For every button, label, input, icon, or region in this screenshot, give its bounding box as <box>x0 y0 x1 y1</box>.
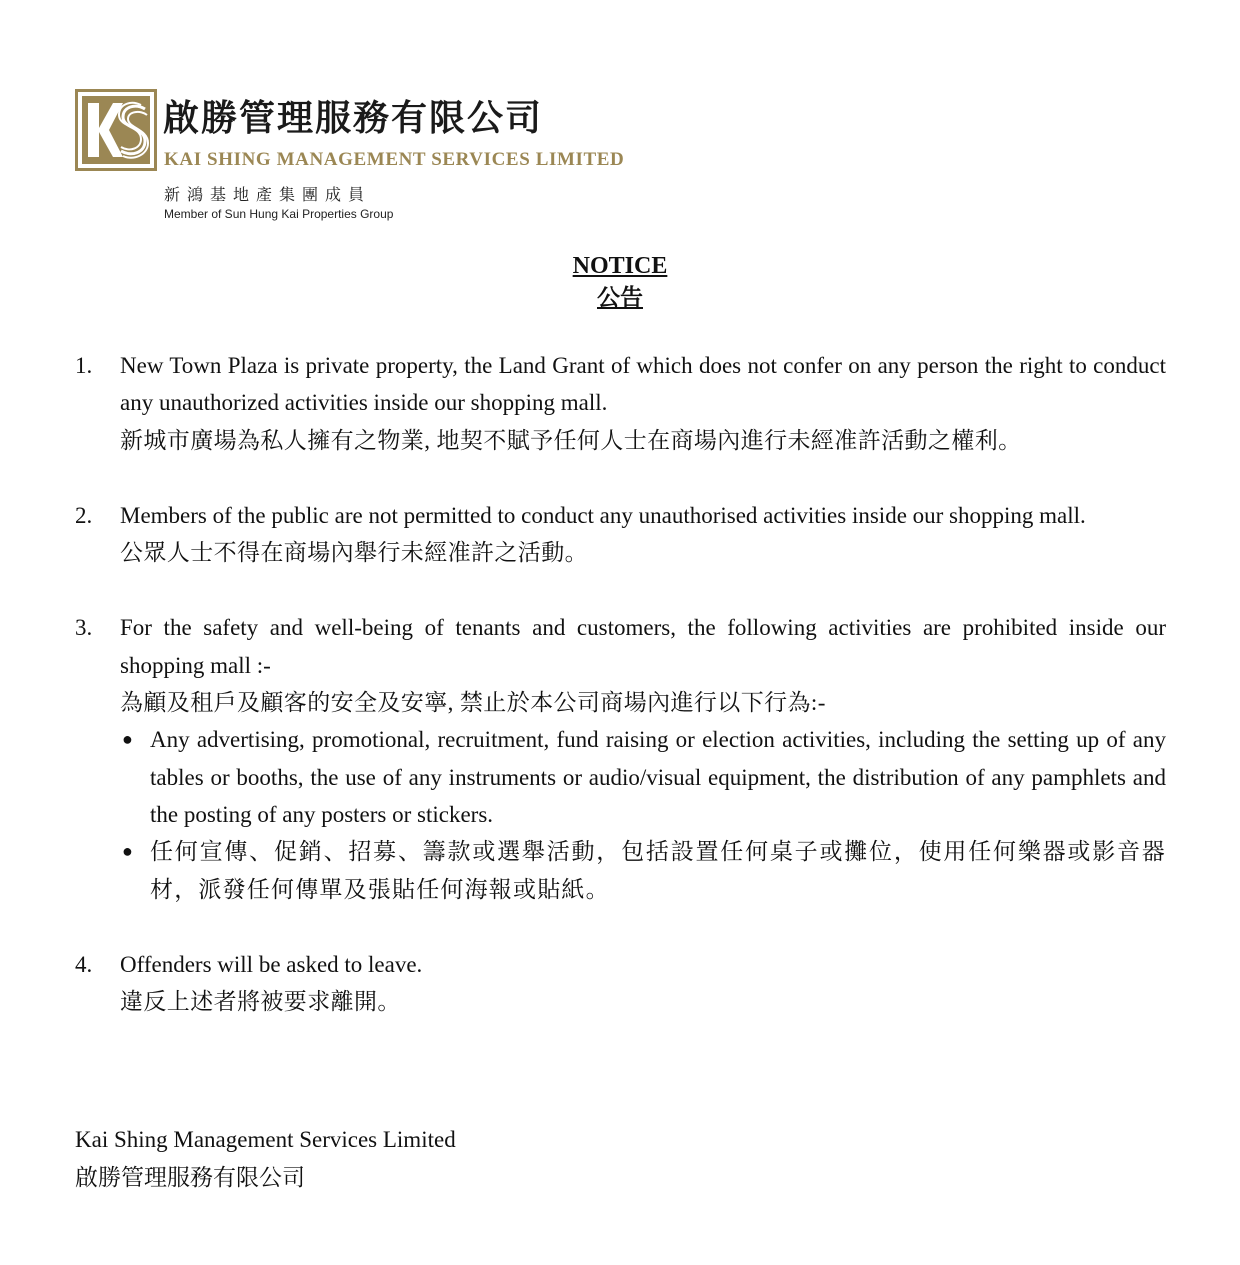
member-group-en: Member of Sun Hung Kai Properties Group <box>164 207 394 221</box>
item-text-zh: 為顧及租戶及顧客的安全及安寧, 禁止於本公司商場內進行以下行為:- <box>120 690 826 716</box>
member-group-zh: 新鴻基地產集團成員 <box>164 185 372 204</box>
bullet-text-zh: 任何宣傳、促銷、招募、籌款或選舉活動，包括設置任何桌子或攤位，使用任何樂器或影音器材，派發任何傳單及張貼任何海報或貼紙。 <box>150 839 1166 902</box>
item-number: 4. <box>75 951 93 977</box>
item-text-en: Members of the public are not permitted to conduct any unauthorised activities inside our shopping mall. <box>120 502 1086 528</box>
company-name-zh: 啟勝管理服務有限公司 <box>163 98 544 139</box>
item-text-en: New Town Plaza is private property, the Land Grant of which does not confer on any person the right to conduct any unauthorized activities inside our shopping mall. <box>120 353 1166 416</box>
title-zh: 公告 <box>597 285 643 310</box>
notice-item-2 <box>75 497 1166 572</box>
bullet-icon: ● <box>122 729 133 750</box>
list-item <box>120 721 1166 833</box>
notice-item-3 <box>75 609 1166 907</box>
signoff-name-zh: 啟勝管理服務有限公司 <box>75 1165 305 1190</box>
prohibited-activities-list <box>120 721 1166 907</box>
letterhead <box>75 89 715 229</box>
title-en: NOTICE <box>572 253 668 279</box>
item-text-zh: 新城市廣場為私人擁有之物業, 地契不賦予任何人士在商場內進行未經准許活動之權利。 <box>120 427 1022 453</box>
list-item <box>120 833 1166 908</box>
company-name-en: KAI SHING MANAGEMENT SERVICES LIMITED <box>164 149 625 170</box>
bullet-text-en: Any advertising, promotional, recruitment, fund raising or election activities, including the setting up of any tables or booths, the use of any instruments or audio/visual equipment, the distribution of any pamphlets and the posting of any posters or stickers. <box>150 727 1166 827</box>
kai-shing-logo-icon <box>75 89 157 171</box>
signoff-name-en: Kai Shing Management Services Limited <box>75 1127 456 1152</box>
item-text-zh: 違反上述者將被要求離開。 <box>120 989 401 1015</box>
notice-item-4 <box>75 946 1166 1021</box>
item-text-en: For the safety and well-being of tenants and customers, the following activities are prohibited inside our shopping mall :- <box>120 615 1166 678</box>
notice-item-1 <box>75 347 1166 459</box>
item-text-en: Offenders will be asked to leave. <box>120 951 423 977</box>
item-number: 3. <box>75 615 93 641</box>
notice-title <box>0 250 1240 314</box>
item-number: 1. <box>75 353 93 378</box>
item-text-zh: 公眾人士不得在商場內舉行未經准許之活動。 <box>120 540 588 566</box>
bullet-icon: ● <box>122 841 135 862</box>
notice-body <box>75 347 1166 1058</box>
item-number: 2. <box>75 502 93 528</box>
signoff <box>75 1121 456 1197</box>
